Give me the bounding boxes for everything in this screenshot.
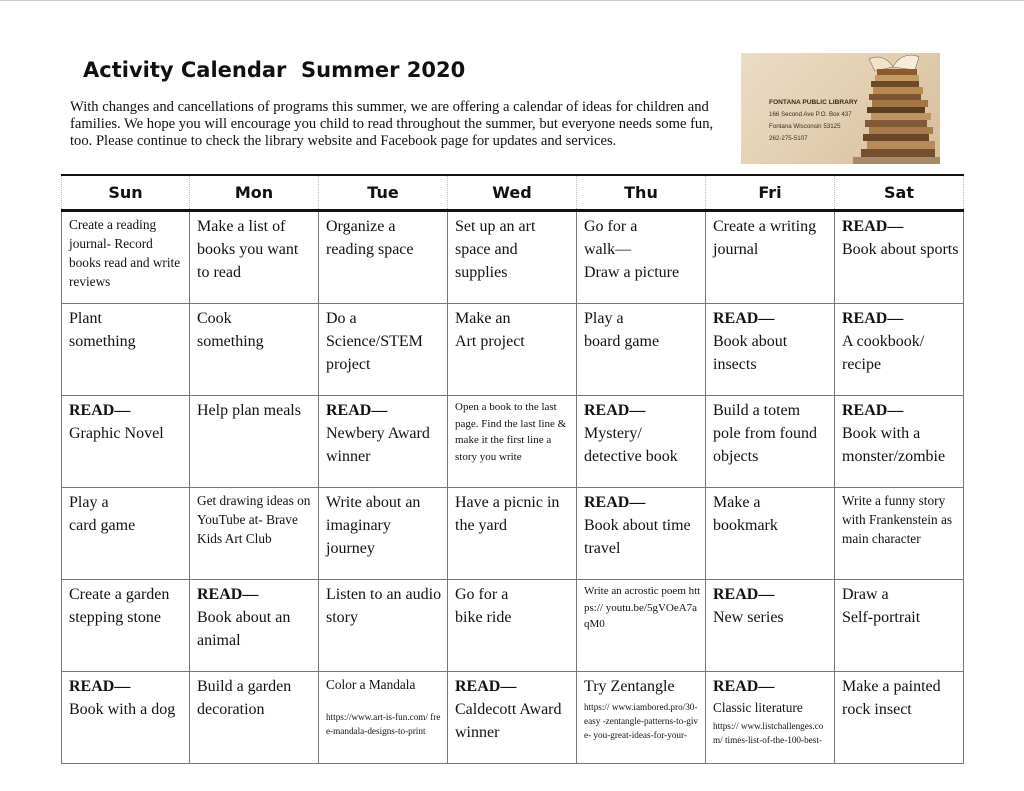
calendar-cell-w6-thu: [577, 672, 706, 764]
activity-text: Book with a dog: [69, 701, 176, 718]
activity-text: something: [197, 333, 264, 350]
library-name: FONTANA PUBLIC LIBRARY: [769, 99, 858, 106]
activity-text: Self-portrait: [842, 609, 921, 626]
calendar-cell-w2-thu: [577, 304, 706, 396]
read-label: READ—: [713, 678, 775, 695]
calendar-cell-w2-wed: [448, 304, 577, 396]
read-label: READ—: [842, 310, 904, 327]
activity-text: Go for a: [584, 218, 638, 235]
week-row-5: [62, 580, 964, 672]
activity-text: board game: [584, 333, 660, 350]
activity-text: Write about an imaginary journey: [326, 494, 421, 557]
week-row-2: [62, 304, 964, 396]
calendar-cell-w2-sun: [62, 304, 190, 396]
read-label: READ—: [326, 402, 388, 419]
mandala-link[interactable]: https://www.art-is-fun.com/ free-mandala-designs-to-print: [326, 712, 441, 736]
activity-text: Newbery Award winner: [326, 425, 430, 465]
activity-text: Organize a reading space: [326, 218, 414, 258]
activity-text: Make a painted rock insect: [842, 678, 941, 718]
day-header-fri: Fri: [706, 175, 835, 211]
calendar-cell-w3-wed: [448, 396, 577, 488]
calendar-cell-w1-thu: [577, 211, 706, 304]
activity-text: Make a list of books you want to read: [197, 218, 299, 281]
calendar-cell-w3-mon: [190, 396, 319, 488]
calendar-cell-w5-wed: [448, 580, 577, 672]
calendar-cell-w6-sat: [835, 672, 964, 764]
calendar-cell-w4-fri: [706, 488, 835, 580]
activity-text: Plant: [69, 310, 102, 327]
library-address: 166 Second Ave P.O. Box 437: [769, 111, 852, 118]
activity-calendar-table: [61, 174, 964, 764]
activity-text: New series: [713, 609, 784, 626]
calendar-cell-w3-fri: [706, 396, 835, 488]
calendar-cell-w4-sat: [835, 488, 964, 580]
activity-text: Build a totem pole from found objects: [713, 402, 817, 465]
calendar-cell-w1-mon: [190, 211, 319, 304]
read-label: READ—: [713, 310, 775, 327]
activity-text: Art project: [455, 333, 525, 350]
activity-text: Build a garden decoration: [197, 678, 292, 718]
activity-text: Color a Mandala: [326, 677, 416, 692]
read-label: READ—: [584, 494, 646, 511]
calendar-cell-w4-tue: [319, 488, 448, 580]
calendar-cell-w5-fri: [706, 580, 835, 672]
activity-text: Write a funny story with Frankenstein as main character: [842, 493, 953, 546]
activity-text: Play a: [584, 310, 624, 327]
calendar-cell-w6-mon: [190, 672, 319, 764]
calendar-cell-w6-sun: [62, 672, 190, 764]
activity-text: Graphic Novel: [69, 425, 164, 442]
calendar-cell-w5-mon: [190, 580, 319, 672]
week-row-1: [62, 211, 964, 304]
calendar-cell-w4-sun: [62, 488, 190, 580]
calendar-cell-w2-mon: [190, 304, 319, 396]
calendar-cell-w2-fri: [706, 304, 835, 396]
activity-text: Make an: [455, 310, 511, 327]
calendar-cell-w6-wed: [448, 672, 577, 764]
read-label: READ—: [197, 586, 259, 603]
activity-text: Classic literature: [713, 700, 803, 715]
activity-text: bookmark: [713, 517, 778, 534]
calendar-cell-w3-sun: [62, 396, 190, 488]
intro-paragraph: With changes and cancellations of programs this summer, we are offering a calendar of ideas for children and families. We hope you will encourage you child to read throughout the summer, but everyone needs some fun, too. Please continue to check the library website and Facebook page for updates and services.: [70, 99, 714, 149]
activity-text: Mystery/ detective book: [584, 425, 678, 465]
activity-text: Make a: [713, 494, 761, 511]
calendar-header-row: [62, 175, 964, 211]
calendar-cell-w4-wed: [448, 488, 577, 580]
calendar-cell-w1-sat: [835, 211, 964, 304]
read-label: READ—: [584, 402, 646, 419]
calendar-cell-w1-tue: [319, 211, 448, 304]
activity-text: something: [69, 333, 136, 350]
day-header-wed: Wed: [448, 175, 577, 211]
activity-text: Try Zentangle: [584, 678, 675, 695]
day-header-tue: Tue: [319, 175, 448, 211]
classic-literature-link[interactable]: https:// www.listchallenges.com/ times-list-of-the-100-best-: [713, 721, 824, 745]
calendar-cell-w4-thu: [577, 488, 706, 580]
calendar-cell-w5-sun: [62, 580, 190, 672]
activity-text: Draw a picture: [584, 264, 680, 281]
calendar-cell-w3-sat: [835, 396, 964, 488]
activity-text: Set up an art space and supplies: [455, 218, 536, 281]
read-label: READ—: [842, 218, 904, 235]
top-rule: [0, 0, 1024, 1]
calendar-cell-w6-tue: [319, 672, 448, 764]
week-row-4: [62, 488, 964, 580]
activity-text: Book with a monster/zombie: [842, 425, 946, 465]
activity-text: Play a: [69, 494, 109, 511]
calendar-cell-w5-thu: [577, 580, 706, 672]
activity-text: Book about an animal: [197, 609, 291, 649]
activity-text: Book about insects: [713, 333, 788, 373]
week-row-6: [62, 672, 964, 764]
read-label: READ—: [713, 586, 775, 603]
activity-text: Draw a: [842, 586, 889, 603]
read-label: READ—: [69, 678, 131, 695]
activity-text: card game: [69, 517, 136, 534]
activity-text: Create a reading journal- Record books read and write reviews: [69, 217, 181, 289]
calendar-cell-w3-tue: [319, 396, 448, 488]
library-phone: 262-275-5107: [769, 135, 808, 142]
activity-text: Book about sports: [842, 241, 959, 258]
activity-text: bike ride: [455, 609, 512, 626]
activity-text: Cook: [197, 310, 232, 327]
day-header-mon: Mon: [190, 175, 319, 211]
activity-text: Book about time travel: [584, 517, 691, 557]
calendar-cell-w6-fri: [706, 672, 835, 764]
library-city: Fontana Wisconsin 53125: [769, 123, 841, 130]
book-stack-icon: [853, 53, 940, 164]
day-header-thu: Thu: [577, 175, 706, 211]
activity-text: Listen to an audio story: [326, 586, 442, 626]
calendar-cell-w3-thu: [577, 396, 706, 488]
activity-text: Caldecott Award winner: [455, 701, 562, 741]
activity-text: Do a: [326, 310, 357, 327]
read-label: READ—: [842, 402, 904, 419]
day-header-sat: Sat: [835, 175, 964, 211]
activity-text: Write an acrostic poem https:// youtu.be/5gVOeA7aqM0: [584, 585, 701, 630]
activity-text: Create a writing journal: [713, 218, 817, 258]
page-title: Activity Calendar Summer 2020: [83, 58, 466, 82]
activity-text: Science/STEM project: [326, 333, 423, 373]
calendar-cell-w5-tue: [319, 580, 448, 672]
activity-text: A cookbook/ recipe: [842, 333, 925, 373]
calendar-cell-w2-tue: [319, 304, 448, 396]
calendar-cell-w5-sat: [835, 580, 964, 672]
calendar-cell-w2-sat: [835, 304, 964, 396]
calendar-cell-w1-wed: [448, 211, 577, 304]
activity-text: Go for a: [455, 586, 509, 603]
activity-text: walk—: [584, 241, 632, 258]
activity-text: Create a garden stepping stone: [69, 586, 170, 626]
calendar-cell-w1-fri: [706, 211, 835, 304]
activity-text: Have a picnic in the yard: [455, 494, 560, 534]
calendar-cell-w1-sun: [62, 211, 190, 304]
activity-text: Help plan meals: [197, 402, 301, 419]
activity-text: Open a book to the last page. Find the last line & make it the first line a story you write: [455, 401, 567, 463]
zentangle-link[interactable]: https:// www.iambored.pro/30-easy -zentangle-patterns-to-give- you-great-ideas-for-your-: [584, 702, 699, 740]
read-label: READ—: [455, 678, 517, 695]
activity-text: Get drawing ideas on YouTube at- Brave Kids Art Club: [197, 493, 311, 546]
day-header-sun: Sun: [62, 175, 190, 211]
calendar-cell-w4-mon: [190, 488, 319, 580]
week-row-3: [62, 396, 964, 488]
read-label: READ—: [69, 402, 131, 419]
library-logo-image: [741, 53, 940, 164]
